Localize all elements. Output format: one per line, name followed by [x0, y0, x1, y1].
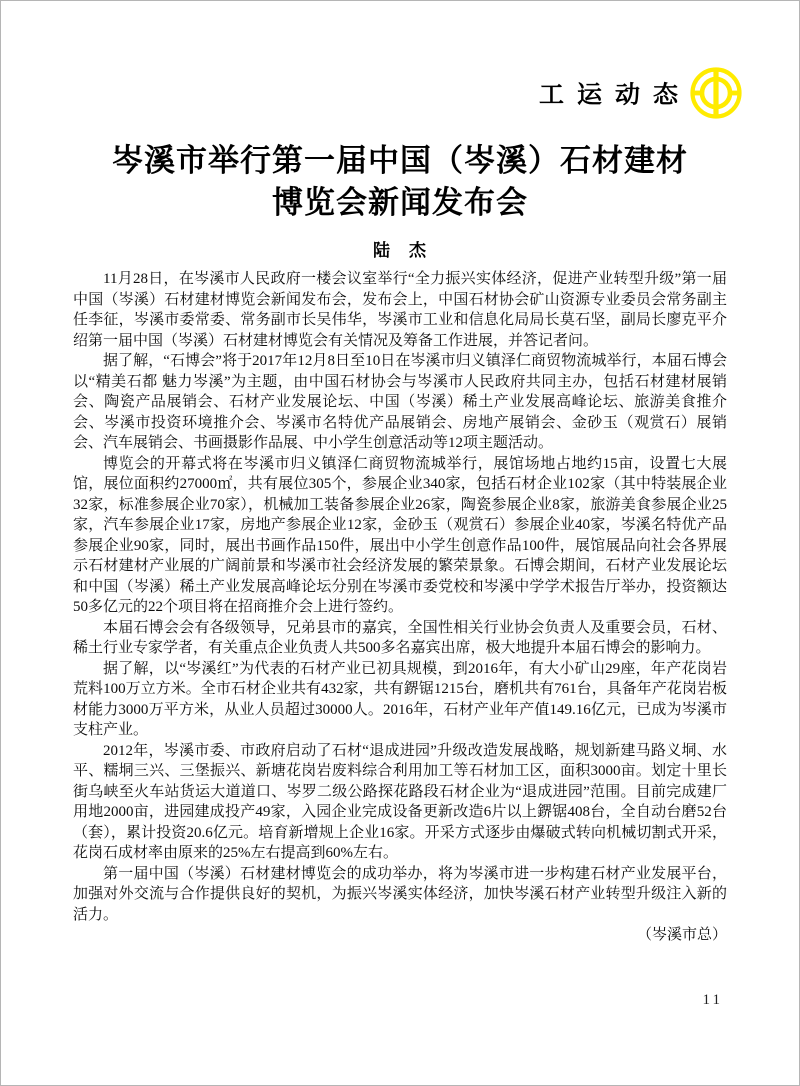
- paragraph-5: 据了解，以“岑溪红”为代表的石材产业已初具规模，到2016年，有大小矿山29座，年产花岗岩荒料100万立方米。全市石材企业共有432家，共有鎅锯1215台，磨机共有761台，具备年产花岗岩板材能力3000万平方米，从业人员超过30000人。2016年，石材产业年产值149.16亿元，已成为岑溪市支柱产业。: [73, 660, 727, 738]
- title-line-1: 岑溪市举行第一届中国（岑溪）石材建材: [112, 143, 688, 178]
- paragraph-6: 2012年，岑溪市委、市政府启动了石材“退成进园”升级改造发展战略，规划新建马路义垌、水平、糯垌三兴、三堡振兴、新塘花岗岩废料综合利用加工等石材加工区，面积3000亩。划定十里长街乌峡至火车站货运大道道口、岑罗二级公路探花路段石材企业为“退成进园”范围。目前完成建厂用地2000亩，进园建成投产49家，入园企业完成设备更新改造6片以上鎅锯408台，全自动台磨52台（套），累计投资20.6亿元。培育新增规上企业16家。开采方式逐步由爆破式转向机械切割式开采，花岗石成材率由原来的25%左右提高到60%左右。: [73, 742, 727, 861]
- paragraph-2: 据了解，“石博会”将于2017年12月8日至10日在岑溪市归义镇泽仁商贸物流城举行，本届石博会以“精美石都 魅力岑溪”为主题，由中国石材协会与岑溪市人民政府共同主办，包括石材建材展销会、陶瓷产品展销会、石材产业发展论坛、中国（岑溪）稀土产业发展高峰论坛、旅游美食推介会、岑溪市投资环境推介会、岑溪市名特优产品展销会、房地产展销会、金砂玉（观赏石）展销会、汽车展销会、书画摄影作品展、中小学生创意活动等12项主题活动。: [73, 353, 727, 451]
- masthead: [539, 65, 743, 121]
- paragraph-4: 本届石博会会有各级领导，兄弟县市的嘉宾，全国性相关行业协会负责人及重要会员，石材、稀土行业专家学者，有关重点企业负责人共500多名嘉宾出席，极大地提升本届石博会的影响力。: [73, 619, 727, 656]
- paragraph-3: 博览会的开幕式将在岑溪市归义镇泽仁商贸物流城举行，展馆场地占地约15亩，设置七大展馆，展位面积约27000㎡，共有展位305个，参展企业340家，包括石材企业102家（其中特装展企业32家，标准参展企业70家），机械加工装备参展企业26家，陶瓷参展企业8家，旅游美食参展企业25家，汽车参展企业17家，房地产参展企业12家，金砂玉（观赏石）参展企业40家，岑溪名特优产品参展企业90家，同时，展出书画作品150件，展出中小学生创意作品100件，展馆展品向社会各界展示石材建材产业展的广阔前景和岑溪市社会经济发展的繁荣景象。石博会期间，石材产业发展论坛和中国（岑溪）稀土产业发展高峰论坛分别在岑溪市委党校和岑溪中学学术报告厅举办，投资额达50多亿元的22个项目将在招商推介会上进行签约。: [73, 455, 727, 615]
- title-line-2: 博览会新闻发布会: [272, 185, 528, 220]
- article-body: [73, 269, 727, 946]
- paragraph-1: 11月28日，在岑溪市人民政府一楼会议室举行“全力振兴实体经济，促进产业转型升级”第一届中国（岑溪）石材建材博览会新闻发布会，发布会上，中国石材协会矿山资源专业委员会常务副主任李征，岑溪市委常委、常务副市长吴伟华，岑溪市工业和信息化局局长莫石坚，副局长廖克平介绍第一届中国（岑溪）石材建材博览会有关情况及筹备工作进展，并答记者问。: [73, 271, 727, 349]
- paragraph-7: 第一届中国（岑溪）石材建材博览会的成功举办，将为岑溪市进一步构建石材产业发展平台，加强对外交流与合作提供良好的契机，为振兴岑溪实体经济，加快岑溪石材产业转型升级注入新的活力。: [73, 865, 727, 923]
- union-emblem-icon: [689, 65, 743, 121]
- page-number: 11: [702, 992, 723, 1008]
- article-title: [1, 140, 799, 224]
- attribution: （岑溪市总）: [636, 927, 727, 943]
- article-author: 陆 杰: [373, 241, 427, 260]
- masthead-title: 工运动态: [538, 82, 691, 109]
